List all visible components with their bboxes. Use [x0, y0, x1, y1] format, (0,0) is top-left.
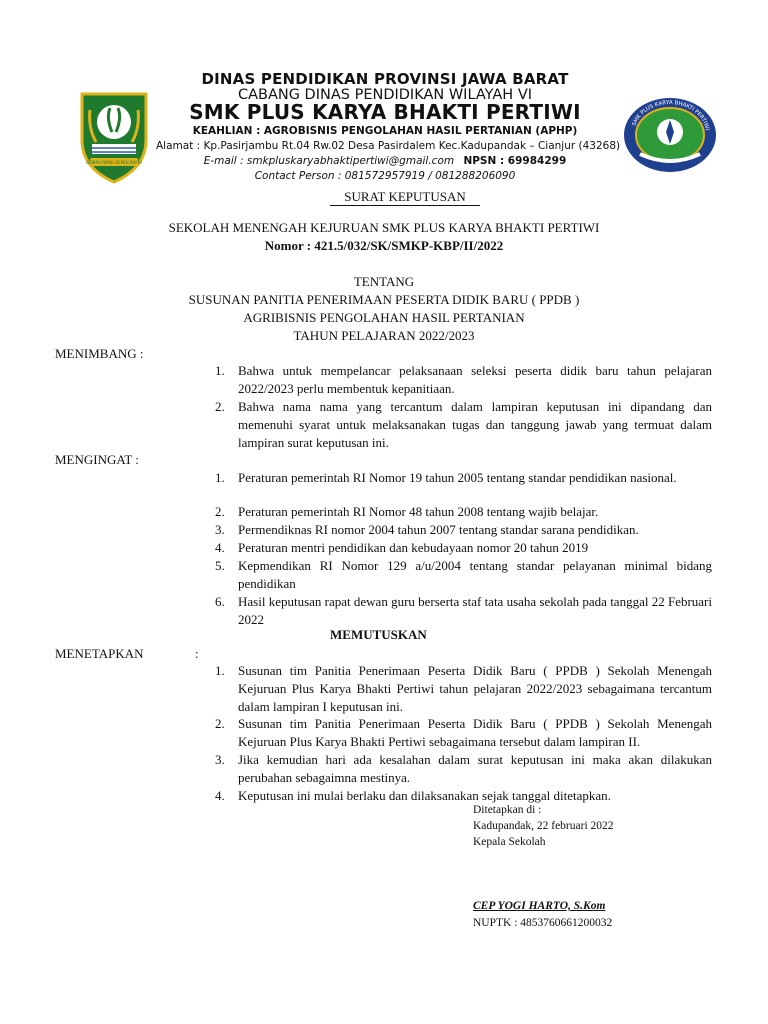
memutuskan-heading: MEMUTUSKAN	[330, 627, 427, 642]
jawa-barat-crest-logo	[76, 88, 152, 184]
menetapkan-colon: :	[195, 646, 199, 661]
header-address: Alamat : Kp.Pasirjambu Rt.04 Rw.02 Desa Pasirdalem Kec.Kadupandak – Cianjur (43268)	[156, 140, 621, 152]
header-email-line	[150, 155, 620, 167]
document-number: Nomor : 421.5/032/SK/SMKP-KBP/II/2022	[264, 238, 504, 253]
signer-nuptk: NUPTK : 4853760661200032	[473, 917, 613, 929]
header-email: E-mail : smkpluskaryabhaktipertiwi@gmail.com	[203, 155, 455, 167]
list-item: 2. Bahwa nama nama yang tercantum dalam lampiran keputusan ini dipandang dan memenuhi syarat untuk melaksanakan tugas dan tanggung jawab yang termuat dalam lampiran surat keputusan ini.	[215, 399, 712, 450]
document-issuer: SEKOLAH MENENGAH KEJURUAN SMK PLUS KARYA BHAKTI PERTIWI	[168, 220, 600, 235]
subject-line-1: SUSUNAN PANITIA PENERIMAAN PESERTA DIDIK BARU ( PPDB )	[188, 292, 580, 307]
tentang-heading: TENTANG	[353, 274, 415, 289]
school-emblem-logo	[622, 96, 718, 174]
menetapkan-label: MENETAPKAN	[55, 646, 144, 661]
signer-position: Kepala Sekolah	[473, 836, 546, 848]
header-agency: DINAS PENDIDIKAN PROVINSI JAWA BARAT	[201, 70, 569, 88]
header-contact: Contact Person : 081572957919 / 081288206090	[254, 170, 516, 182]
svg-text:GEMAH RIPAH REPEH RAPIH: GEMAH RIPAH REPEH RAPIH	[86, 160, 142, 165]
ditetapkan-label: Ditetapkan di :	[473, 804, 542, 816]
header-npsn: NPSN : 69984299	[463, 155, 567, 167]
subject-line-2: AGRIBISNIS PENGOLAHAN HASIL PERTANIAN	[243, 310, 525, 325]
header-branch: CABANG DINAS PENDIDIKAN WILAYAH VI	[237, 87, 533, 103]
header-school-name: SMK PLUS KARYA BHAKTI PERTIWI	[189, 100, 581, 124]
list-item: 1. Bahwa untuk mempelancar pelaksanaan seleksi peserta didik baru tahun pelajaran 2022/2023 perlu membentuk kepanitiaan.	[215, 363, 712, 396]
header-expertise: KEAHLIAN : AGROBISNIS PENGOLAHAN HASIL PERTANIAN (APHP)	[192, 125, 578, 137]
place-date: Kadupandak, 22 februari 2022	[473, 820, 614, 832]
mengingat-label: MENGINGAT :	[55, 452, 139, 467]
menimbang-label: MENIMBANG :	[55, 346, 144, 361]
svg-text:SMK PLUS KARYA BHAKTI PERTIWI: SMK PLUS KARYA BHAKTI PERTIWI	[631, 99, 710, 131]
signer-name: CEP YOGI HARTO, S.Kom	[473, 900, 606, 912]
subject-line-3: TAHUN PELAJARAN 2022/2023	[293, 328, 475, 343]
document-title: SURAT KEPUTUSAN	[330, 189, 480, 206]
